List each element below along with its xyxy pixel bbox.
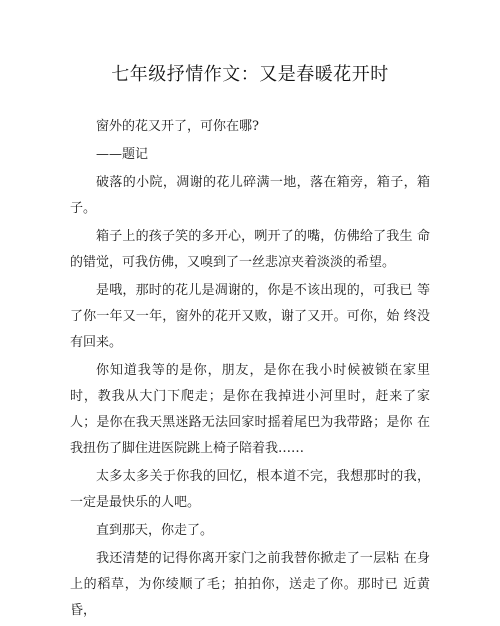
- paragraph-8: 直到那天，你走了。: [96, 523, 214, 538]
- paragraph-epigraph-label: ——题记: [96, 147, 149, 162]
- paragraph-3: 破落的小院，凋谢的花儿碎满一地，落在箱旁，箱子，箱子。: [70, 175, 430, 216]
- document-body: [70, 114, 430, 626]
- paragraph-9: 我还清楚的记得你离开家门之前我替你掀走了一层粘 在身上的稻草，为你绫顺了毛；拍拍你，送走了你。那时已 近黄昏，: [70, 551, 430, 618]
- paragraph-7: 太多太多关于你我的回忆，根本道不完，我想那时的我， 一定是最快乐的人吧。: [70, 469, 430, 510]
- paragraph-5: 是哦，那时的花儿是凋谢的，你是不该出现的，可我已 等了你一年又一年，窗外的花开又败，谢了又开。可你，始 终没有回来。: [70, 283, 430, 350]
- paragraph-4: 箱子上的孩子笑的多开心，咧开了的嘴，仿佛给了我生 命的错觉，可我仿佛，又嗅到了一丝悲凉夹着淡淡的希望。: [70, 229, 430, 270]
- paragraph-6: 你知道我等的是你，朋友，是你在我小时候被锁在家里 时，教我从大门下爬走；是你在我掉进小河里时，赶来了家 人；是你在我天黑迷路无法回家时摇着尾巴为我带路；是你 在我扭伤了脚住进医院跳上椅子陪着我……: [70, 363, 430, 456]
- paragraph-1: 窗外的花又开了，可你在哪?: [96, 119, 259, 134]
- document-title: 七年级抒情作文：又是春暖花开时: [111, 64, 389, 85]
